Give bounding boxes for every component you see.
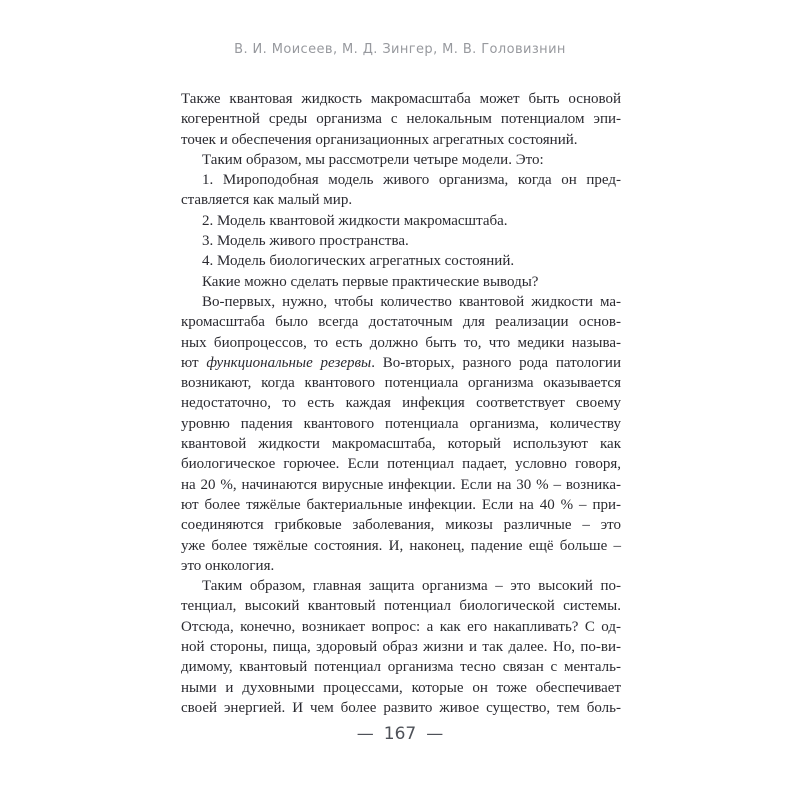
body-line: Таким образом, мы рассмотрели четыре модели. Это: (202, 151, 544, 168)
body-line list-item: 4. Модель биологических агрегатных состояний. (202, 253, 515, 270)
body-line: тенциал, высокий квантовый потенциал биологической системы. (181, 598, 621, 615)
body-line: на 20 %, начинаются вирусные инфекции. Если на 30 % – возника- (181, 476, 621, 493)
footer-dash: — (356, 724, 374, 744)
footer-dash: — (426, 724, 444, 744)
body-line: кромасштаба было всегда достаточным для реализации основ- (181, 314, 621, 331)
body-line: ставляется как малый мир. (181, 192, 353, 209)
body-line: Также квантовая жидкость макромасштаба может быть основой (181, 91, 621, 107)
page-number: 167 (383, 724, 417, 744)
body-line (181, 353, 621, 373)
body-line: когерентной среды организма с нелокальным потенциалом эпи- (181, 111, 621, 128)
body-line: уже более тяжёлые состояния. И, наконец, падение ещё больше – (181, 537, 621, 554)
body-line: возникают, когда квантового потенциала организма оказывается (181, 375, 621, 392)
body-line: ными и духовными процессами, которые он тоже обеспечивает (181, 679, 621, 696)
body-line list-item: 2. Модель квантовой жидкости макромасштаба. (202, 212, 508, 229)
body-line: точек и обеспечения организационных агрегатных состояний. (181, 131, 578, 148)
running-head-authors: В. И. Моисеев, М. Д. Зингер, М. В. Головизнин (234, 42, 566, 57)
body-line: это онкология. (181, 557, 275, 574)
body-line: биологическое горючее. Если потенциал падает, условно говоря, (181, 456, 621, 473)
body-line: уровню падения квантового потенциала организма, количеству (181, 415, 621, 432)
body-line list-item: 3. Модель живого пространства. (202, 233, 409, 250)
body-line: своей энергией. И чем более развито живое существо, тем боль- (181, 699, 621, 716)
body-text: ют (181, 354, 207, 371)
body-line: недостаточно, то есть каждая инфекция соответствует своему (181, 395, 621, 412)
emphasized-term: функциональные резервы (206, 354, 372, 371)
body-line list-item: 1. Мироподобная модель живого организма, когда он пред- (202, 172, 621, 189)
body-line: ных биопроцессов, то есть должно быть то, что медики называ- (181, 334, 621, 351)
body-line: Отсюда, конечно, возникает вопрос: а как его накапливать? С од- (181, 618, 621, 635)
body-line: димому, квантовый потенциал организма тесно связан с менталь- (181, 659, 621, 676)
text-column (181, 89, 621, 718)
body-line: квантовой жидкости макромасштаба, который используют как (181, 436, 621, 453)
page-footer (0, 724, 800, 744)
body-line: Таким образом, главная защита организма – это высокий по- (202, 578, 621, 595)
body-line: Какие можно сделать первые практические выводы? (202, 273, 539, 290)
body-line: ют более тяжёлые бактериальные инфекции. Если на 40 % – при- (181, 496, 621, 513)
body-text: . Во-вторых, разного рода патологии (371, 354, 621, 371)
body-line: Во-первых, нужно, чтобы количество квантовой жидкости ма- (202, 293, 621, 310)
body-line: соединяются грибковые заболевания, микозы различные – это (181, 517, 621, 534)
body-line: ной стороны, пища, здоровый образ жизни и так далее. Но, по-ви- (181, 639, 621, 656)
